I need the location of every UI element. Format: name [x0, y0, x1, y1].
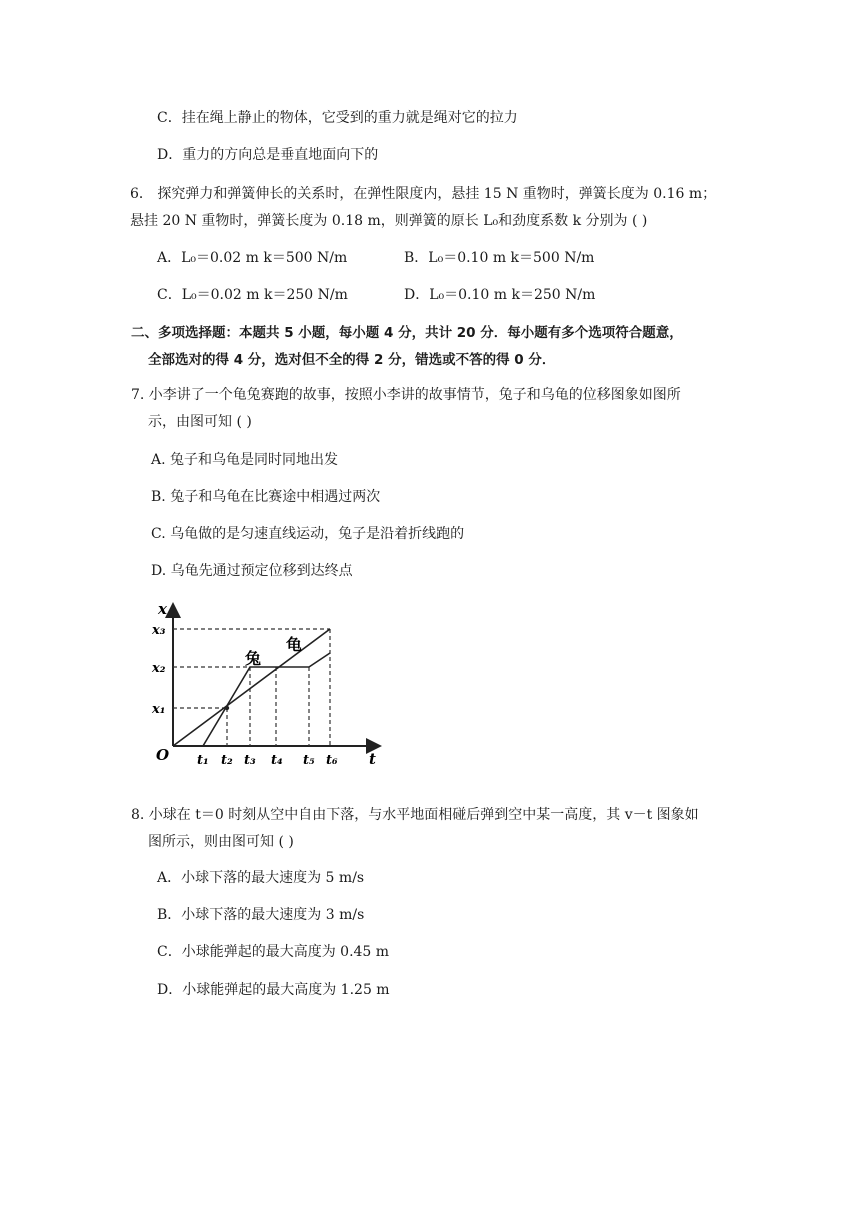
origin-label: O — [156, 746, 170, 764]
q7-stem-line1: 7. 小李讲了一个龟兔赛跑的故事，按照小李讲的故事情节，兔子和乌龟的位移图象如图所 — [131, 387, 681, 403]
section2-heading-line2: 全部选对的得 4 分，选对但不全的得 2 分，错选或不答的得 0 分． — [148, 352, 556, 368]
q6-option-d: D．L₀＝0.10 m k＝250 N/m — [404, 287, 596, 303]
q7-option-a: A. 兔子和乌龟是同时同地出发 — [151, 452, 339, 468]
tick-x2: x₂ — [152, 661, 166, 676]
tick-t2: t₂ — [221, 753, 233, 768]
q7-option-c: C. 乌龟做的是匀速直线运动，兔子是沿着折线跑的 — [151, 526, 465, 542]
label-tortoise: 龟 — [286, 635, 303, 654]
q8-stem-line2: 图所示，则由图可知 ( ) — [148, 834, 294, 850]
q8-option-d: D．小球能弹起的最大高度为 1.25 m — [157, 982, 390, 998]
meeting-point — [225, 706, 229, 710]
q7-stem-line2: 示，由图可知 ( ) — [148, 414, 252, 430]
section2-heading-line1: 二、多项选择题：本题共 5 小题，每小题 4 分，共计 20 分．每小题有多个选项符合题意， — [131, 325, 683, 341]
tick-t4: t₄ — [271, 753, 283, 768]
tick-x3: x₃ — [152, 623, 166, 638]
q6-option-a: A．L₀＝0.02 m k＝500 N/m — [157, 250, 348, 266]
tortoise-line — [173, 629, 330, 746]
tick-t3: t₃ — [244, 753, 256, 768]
q6-stem-line2: 悬挂 20 N 重物时，弹簧长度为 0.18 m，则弹簧的原长 L₀和劲度系数 k 分别为 ( ) — [130, 213, 648, 229]
tick-t1: t₁ — [197, 753, 209, 768]
q5-option-d: D．重力的方向总是垂直地面向下的 — [157, 147, 379, 163]
label-rabbit: 兔 — [245, 649, 262, 668]
q8-option-c: C．小球能弹起的最大高度为 0.45 m — [157, 944, 390, 960]
q6-option-c: C．L₀＝0.02 m k＝250 N/m — [157, 287, 348, 303]
q7-position-time-graph — [150, 598, 390, 772]
tick-t6: t₆ — [326, 753, 338, 768]
tick-x1: x₁ — [152, 702, 166, 717]
q5-option-c: C．挂在绳上静止的物体，它受到的重力就是绳对它的拉力 — [157, 110, 518, 126]
q6-option-b: B．L₀＝0.10 m k＝500 N/m — [404, 250, 595, 266]
q8-stem-line1: 8. 小球在 t＝0 时刻从空中自由下落，与水平地面相碰后弹到空中某一高度，其 v－t 图象如 — [131, 807, 699, 823]
q7-option-d: D. 乌龟先通过预定位移到达终点 — [151, 563, 353, 579]
q7-option-b: B. 兔子和乌龟在比赛途中相遇过两次 — [151, 489, 381, 505]
q8-option-b: B．小球下落的最大速度为 3 m/s — [157, 907, 365, 923]
q8-option-a: A．小球下落的最大速度为 5 m/s — [157, 870, 365, 886]
x-axis-label: t — [369, 750, 376, 768]
y-axis-label: x — [158, 600, 167, 618]
q6-stem-line1: 6． 探究弹力和弹簧伸长的关系时，在弹性限度内，悬挂 15 N 重物时，弹簧长度为 0.16 m； — [130, 186, 717, 202]
tick-t5: t₅ — [303, 753, 315, 768]
